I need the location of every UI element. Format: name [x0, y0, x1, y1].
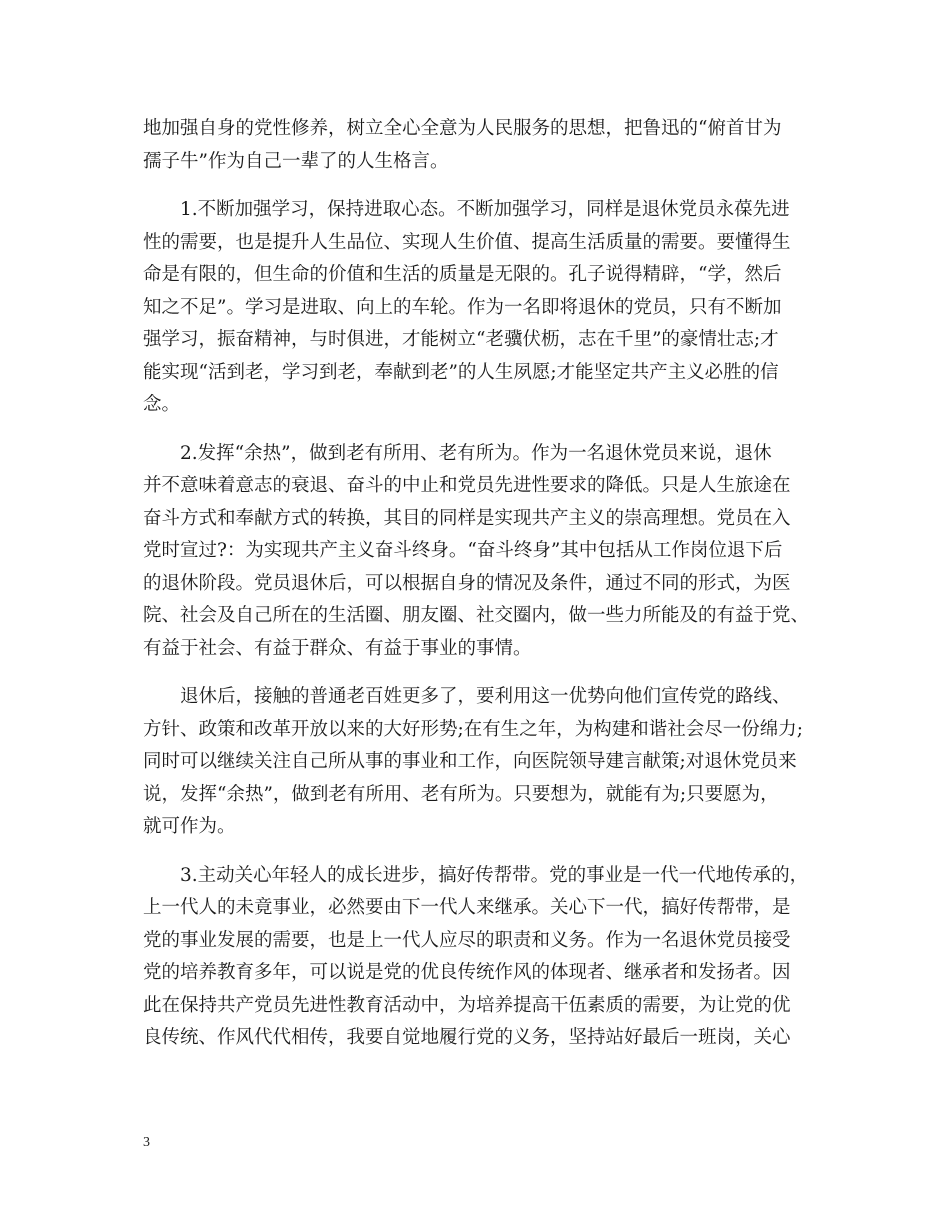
- text-line: 1.不断加强学习，保持进取心态。不断加强学习，同样是退休党员永葆先进: [180, 199, 790, 220]
- text-line: 党时宣过?：为实现共产主义奋斗终身。“奋斗终身”其中包括从工作岗位退下后: [143, 540, 783, 561]
- text-line: 强学习，振奋精神，与时俱进，才能树立“老骥伏枥，志在千里”的豪情壮志;才: [143, 329, 779, 350]
- text-line: 并不意味着意志的衰退、奋斗的中止和党员先进性要求的降低。只是人生旅途在: [143, 475, 791, 496]
- text-line: 此在保持共产党员先进性教育活动中，为培养提高干伍素质的需要，为让党的优: [143, 994, 791, 1016]
- paragraph-4: [143, 681, 813, 844]
- text-line: 性的需要，也是提升人生品位、实现人生价值、提高生活质量的需要。要懂得生: [143, 231, 791, 253]
- text-line: 奋斗方式和奉献方式的转换，其目的同样是实现共产主义的崇高理想。党员在入: [143, 507, 791, 529]
- paragraph-3: [143, 438, 813, 666]
- paragraph-1: [143, 113, 813, 178]
- text-line: 命是有限的，但生命的价值和生活的质量是无限的。孔子说得精辟，“学，然后: [143, 264, 782, 285]
- text-line: 2.发挥“余热”，做到老有所用、老有所为。作为一名退休党员来说，退休: [180, 442, 772, 464]
- text-line: 院、社会及自己所在的生活圈、朋友圈、社交圈内，做一些力所能及的有益于党、: [143, 605, 810, 626]
- text-line: 能实现“活到老，学习到老，奉献到老”的人生夙愿;才能坚定共产主义必胜的信: [143, 361, 779, 383]
- body-text: [143, 113, 813, 1055]
- text-line: 的退休阶段。党员退休后，可以根据自身的情况及条件，通过不同的形式，为医: [143, 572, 791, 594]
- text-line: 孺子牛”作为自己一辈了的人生格言。: [143, 150, 449, 172]
- text-line: 就可作为。: [143, 816, 236, 837]
- text-line: 同时可以继续关注自己所从事的事业和工作，向医院领导建言献策;对退休党员来: [143, 751, 797, 772]
- text-line: 知之不足”。学习是进取、向上的车轮。作为一名即将退休的党员，只有不断加: [143, 296, 782, 318]
- text-line: 3.主动关心年轻人的成长进步，搞好传帮带。党的事业是一代一代地传承的，: [180, 864, 809, 886]
- paragraph-5: [143, 860, 813, 1055]
- text-line: 说，发挥“余热”，做到老有所用、老有所为。只要想为，就能有为;只要愿为，: [143, 783, 779, 805]
- paragraph-2: [143, 194, 813, 422]
- text-line: 退休后，接触的普通老百姓更多了，要利用这一优势向他们宣传党的路线、: [180, 686, 791, 707]
- text-line: 良传统、作风代代相传，我要自觉地履行党的义务，坚持站好最后一班岗，关心: [143, 1027, 791, 1048]
- text-line: 方针、政策和改革开放以来的大好形势;在有生之年，为构建和谐社会尽一份绵力;: [143, 718, 803, 740]
- text-line: 地加强自身的党性修养，树立全心全意为人民服务的思想，把鲁迅的“俯首甘为: [143, 118, 782, 139]
- text-line: 上一代人的未竟事业，必然要由下一代人来继承。关心下一代，搞好传帮带，是: [143, 897, 791, 918]
- text-line: 有益于社会、有益于群众、有益于事业的事情。: [143, 637, 532, 659]
- text-line: 念。: [143, 394, 181, 415]
- text-line: 党的培养教育多年，可以说是党的优良传统作风的体现者、继承者和发扬者。因: [143, 962, 791, 983]
- page-number: 3: [143, 1135, 150, 1150]
- text-line: 党的事业发展的需要，也是上一代人应尽的职责和义务。作为一名退休党员接受: [143, 929, 791, 951]
